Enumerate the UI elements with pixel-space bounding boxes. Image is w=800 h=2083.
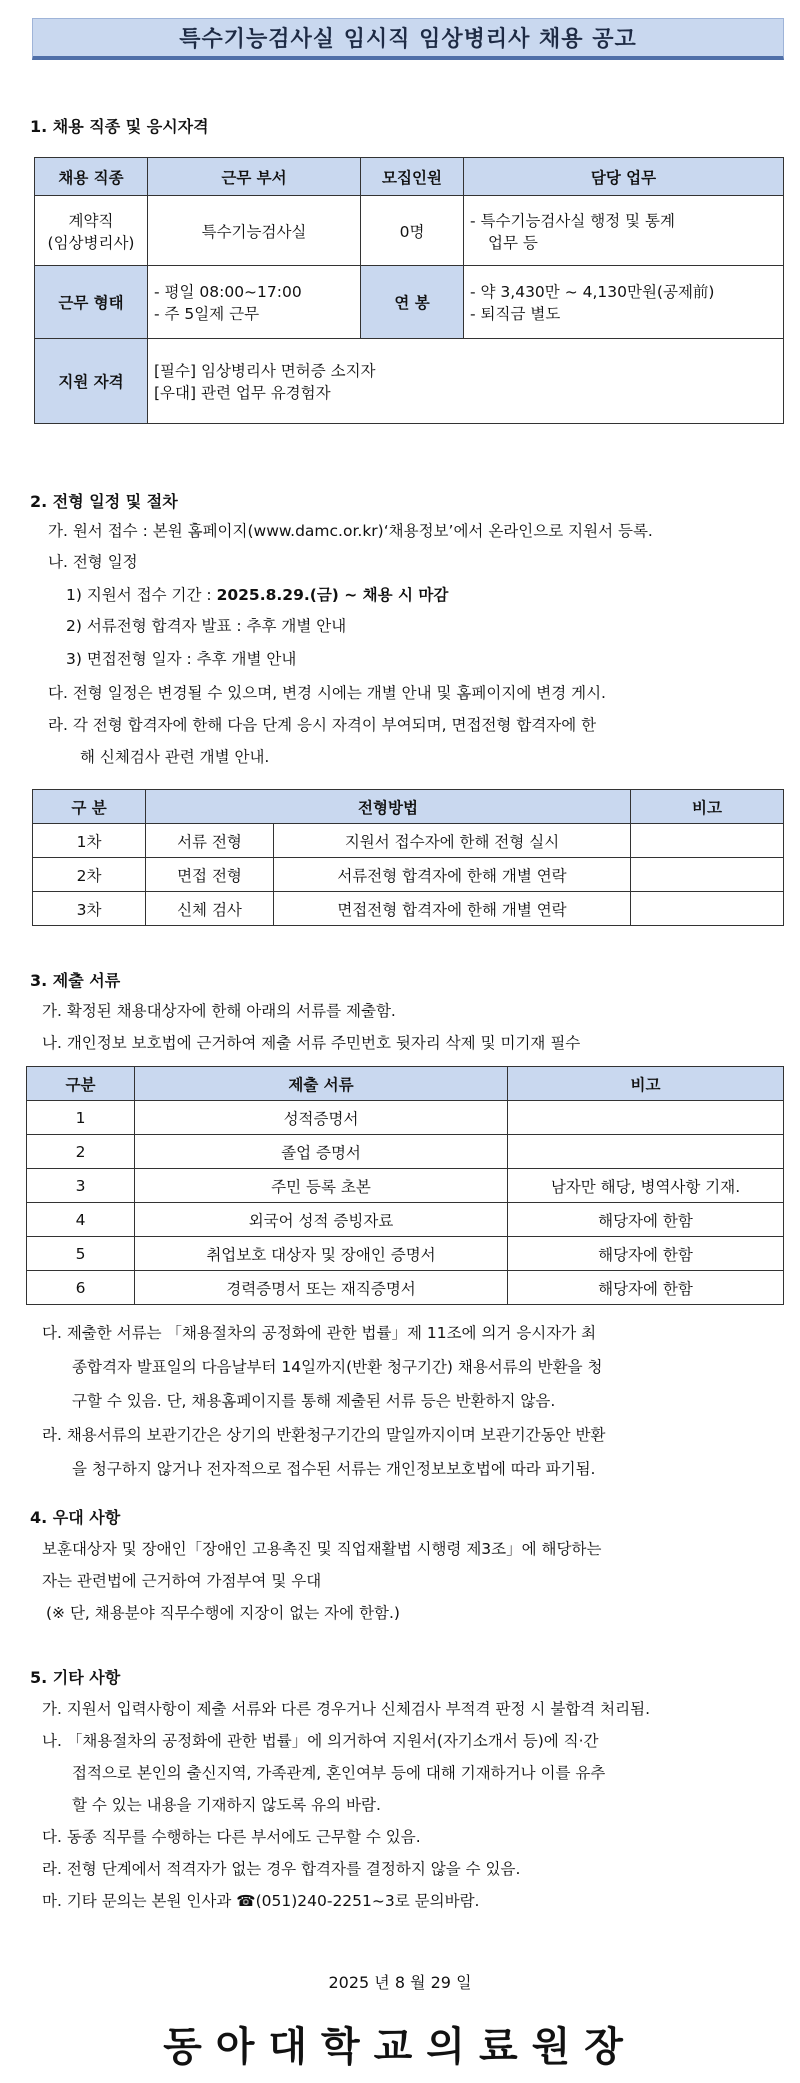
doc-name: 졸업 증명서: [135, 1135, 508, 1169]
s3-line-ra1: 라. 채용서류의 보관기간은 상기의 반환청구기간의 말일까지이며 보관기간동안 반환: [42, 1426, 606, 1444]
table-row: [27, 1101, 784, 1135]
section5-heading: 5. 기타 사항: [30, 1668, 121, 1687]
doc-name: 주민 등록 초본: [135, 1169, 508, 1203]
sel-stage: 2차: [33, 858, 146, 892]
qual-label: 지원 자격: [35, 339, 148, 424]
header-dept: 근무 부서: [148, 158, 361, 196]
job-line1: 계약직: [68, 211, 114, 230]
doc-note: 해당자에 한함: [508, 1203, 784, 1237]
s3-line-ra2: 을 청구하지 않거나 전자적으로 접수된 서류는 개인정보보호법에 따라 파기됨.: [72, 1460, 596, 1478]
table-row: [27, 1135, 784, 1169]
work-line1: - 평일 08:00~17:00: [154, 283, 302, 301]
duty-line2: 업무 등: [488, 233, 538, 252]
s2-line-da: 다. 전형 일정은 변경될 수 있으며, 변경 시에는 개별 안내 및 홈페이지에 변경 게시.: [48, 684, 606, 702]
signer-name: 동아대학교의료원장: [163, 2023, 637, 2070]
table-row: [33, 824, 784, 858]
doc-name: 외국어 성적 증빙자료: [135, 1203, 508, 1237]
sel-stage: 3차: [33, 892, 146, 926]
s3-line-da2: 종합격자 발표일의 다음날부터 14일까지(반환 청구기간) 채용서류의 반환을 청: [72, 1358, 603, 1376]
s2-schedule-2: 2) 서류전형 합격자 발표 : 추후 개별 안내: [66, 617, 347, 635]
s2-schedule-1-period: 2025.8.29.(금) ~ 채용 시 마감: [216, 586, 449, 604]
sel-header-stage: 구 분: [33, 790, 146, 824]
s2-line-na: 나. 전형 일정: [48, 553, 138, 571]
salary-cell: [464, 266, 784, 339]
doc-name: 성적증명서: [135, 1101, 508, 1135]
s2-line-ga: 가. 원서 접수 : 본원 홈페이지(www.damc.or.kr)‘채용정보’에서 온라인으로 지원서 등록.: [48, 522, 653, 540]
sel-name: 서류 전형: [146, 824, 274, 858]
sel-note: [631, 858, 784, 892]
s5-line-na3: 할 수 있는 내용을 기재하지 않도록 유의 바람.: [72, 1796, 381, 1814]
qual-cell: [148, 339, 784, 424]
doc-note: 남자만 해당, 병역사항 기재.: [508, 1169, 784, 1203]
documents-table: [26, 1066, 784, 1305]
page-title: 특수기능검사실 임시직 임상병리사 채용 공고: [179, 27, 637, 52]
sel-note: [631, 892, 784, 926]
table-row: [33, 892, 784, 926]
salary-line2: - 퇴직금 별도: [470, 305, 561, 323]
table-row: [33, 858, 784, 892]
section2-heading: 2. 전형 일정 및 절차: [30, 492, 178, 511]
doc-header-note: 비고: [508, 1067, 784, 1101]
s2-schedule-1: [66, 584, 448, 606]
s5-line-ra: 라. 전형 단계에서 적격자가 없는 경우 합격자를 결정하지 않을 수 있음.: [42, 1860, 521, 1878]
doc-header-doc: 제출 서류: [135, 1067, 508, 1101]
qual-line2: [우대] 관련 업무 유경험자: [154, 384, 331, 402]
header-count: 모집인원: [361, 158, 464, 196]
header-job: 채용 직종: [35, 158, 148, 196]
salary-label: 연 봉: [361, 266, 464, 339]
s3-line-da1: 다. 제출한 서류는 「채용절차의 공정화에 관한 법률」제 11조에 의거 응시자가 최: [42, 1324, 597, 1342]
table-row: [27, 1271, 784, 1305]
work-cell: [148, 266, 361, 339]
table-row: [27, 1237, 784, 1271]
job-line2: (임상병리사): [47, 233, 135, 252]
qual-line1: [필수] 임상병리사 면허증 소지자: [154, 362, 376, 380]
work-line2: - 주 5일제 근무: [154, 305, 260, 323]
doc-header-no: 구분: [27, 1067, 135, 1101]
salary-line1: - 약 3,430만 ~ 4,130만원(공제前): [470, 283, 715, 301]
s5-ma-prefix: 마. 기타 문의는 본원 인사과: [42, 1892, 237, 1910]
duty-line1: - 특수기능검사실 행정 및 통계: [470, 211, 675, 230]
s3-line-da3: 구할 수 있음. 단, 채용홈페이지를 통해 제출된 서류 등은 반환하지 않음.: [72, 1392, 556, 1410]
sel-stage: 1차: [33, 824, 146, 858]
sel-desc: 면접전형 합격자에 한해 개별 연락: [274, 892, 631, 926]
count-cell: 0명: [361, 196, 464, 266]
s5-line-ma: [42, 1890, 479, 1912]
doc-no: 6: [27, 1271, 135, 1305]
announcement-date: 2025 년 8 월 29 일: [328, 1973, 472, 1992]
s5-line-na1: 나. 「채용절차의 공정화에 관한 법률」에 의거하여 지원서(자기소개서 등)에 직·간: [42, 1732, 599, 1750]
s5-line-na2: 접적으로 본인의 출신지역, 가족관계, 혼인여부 등에 대해 기재하거나 이를 유추: [72, 1764, 606, 1782]
doc-note: [508, 1101, 784, 1135]
sel-name: 신체 검사: [146, 892, 274, 926]
section3-heading: 3. 제출 서류: [30, 971, 121, 990]
title-bar: [32, 18, 784, 60]
dept-cell: 특수기능검사실: [148, 196, 361, 266]
sel-note: [631, 824, 784, 858]
s2-line-ra1: 라. 각 전형 합격자에 한해 다음 단계 응시 자격이 부여되며, 면접전형 합격자에 한: [48, 716, 597, 734]
sel-name: 면접 전형: [146, 858, 274, 892]
work-label: 근무 형태: [35, 266, 148, 339]
doc-no: 1: [27, 1101, 135, 1135]
selection-table: [32, 789, 784, 926]
doc-note: 해당자에 한함: [508, 1271, 784, 1305]
duty-cell: [464, 196, 784, 266]
table-row: [27, 1169, 784, 1203]
doc-no: 4: [27, 1203, 135, 1237]
s5-line-ga: 가. 지원서 입력사항이 제출 서류와 다른 경우거나 신체검사 부적격 판정 시 불합격 처리됨.: [42, 1700, 651, 1718]
s4-line3: (※ 단, 채용분야 직무수행에 지장이 없는 자에 한함.): [46, 1604, 400, 1622]
s5-line-da: 다. 동종 직무를 수행하는 다른 부서에도 근무할 수 있음.: [42, 1828, 421, 1846]
doc-no: 2: [27, 1135, 135, 1169]
doc-no: 3: [27, 1169, 135, 1203]
header-duty: 담당 업무: [464, 158, 784, 196]
s2-schedule-3: 3) 면접전형 일자 : 추후 개별 안내: [66, 650, 297, 668]
doc-no: 5: [27, 1237, 135, 1271]
section1-heading: 1. 채용 직종 및 응시자격: [30, 117, 209, 136]
sel-desc: 지원서 접수자에 한해 전형 실시: [274, 824, 631, 858]
table-row: [27, 1203, 784, 1237]
sel-header-note: 비고: [631, 790, 784, 824]
sel-desc: 서류전형 합격자에 한해 개별 연락: [274, 858, 631, 892]
doc-note: [508, 1135, 784, 1169]
doc-note: 해당자에 한함: [508, 1237, 784, 1271]
s2-line-ra2: 해 신체검사 관련 개별 안내.: [80, 748, 270, 766]
section4-heading: 4. 우대 사항: [30, 1508, 121, 1527]
s5-ma-suffix: (051)240-2251~3로 문의바람.: [255, 1892, 480, 1910]
s3-line-na: 나. 개인정보 보호법에 근거하여 제출 서류 주민번호 뒷자리 삭제 및 미기재 필수: [42, 1034, 581, 1052]
s2-schedule-1-prefix: 1) 지원서 접수 기간 :: [66, 586, 217, 604]
doc-name: 경력증명서 또는 재직증명서: [135, 1271, 508, 1305]
doc-name: 취업보호 대상자 및 장애인 증명서: [135, 1237, 508, 1271]
s3-line-ga: 가. 확정된 채용대상자에 한해 아래의 서류를 제출함.: [42, 1002, 396, 1020]
recruit-table: [34, 157, 784, 424]
s4-line2: 자는 관련법에 근거하여 가점부여 및 우대: [42, 1572, 322, 1590]
phone-icon: ☎: [236, 1892, 256, 1910]
s4-line1: 보훈대상자 및 장애인「장애인 고용촉진 및 직업재활법 시행령 제3조」에 해당하는: [42, 1540, 602, 1558]
sel-header-method: 전형방법: [146, 790, 631, 824]
job-cell: [35, 196, 148, 266]
